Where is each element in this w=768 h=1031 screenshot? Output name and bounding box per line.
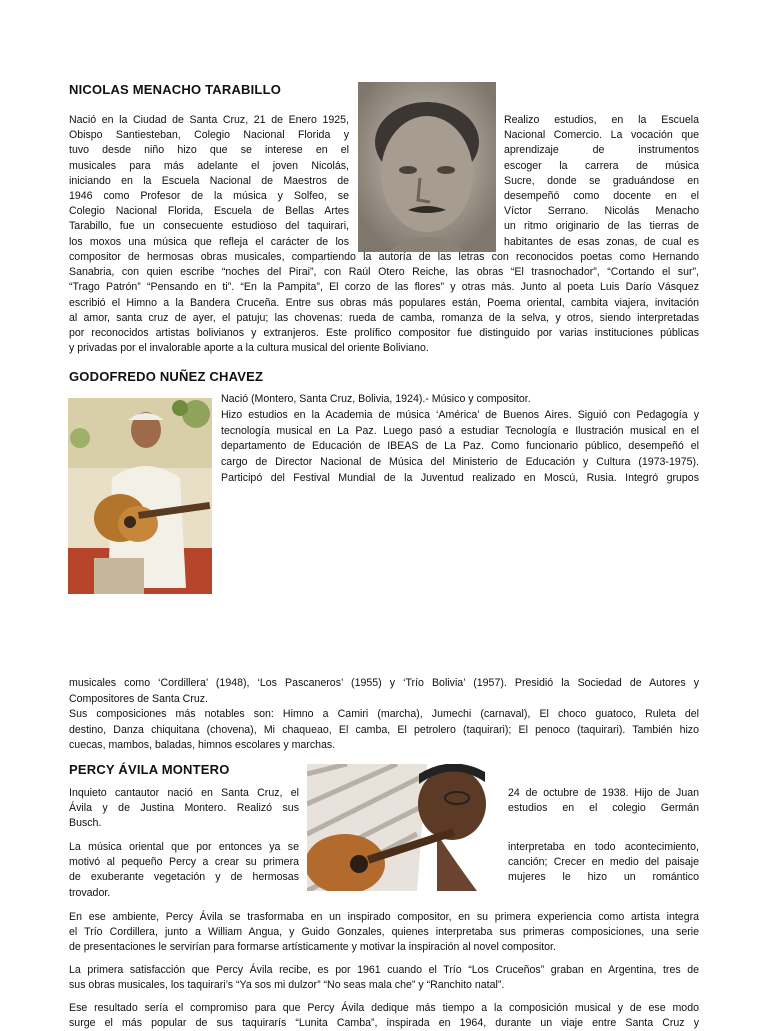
text-line: escribió el Himno a la Bandera Cruceña. Entre sus obras más populares están, Poema oriental, cambita viajera, invitación	[69, 296, 699, 309]
text-line: un ritmo originario de las tierras de	[504, 220, 699, 233]
text-line: Sus composiciones más notables son: Himno a Camiri (marcha), Jumechi (carnaval), El choco guatoco, Ruleta del	[69, 708, 699, 720]
text-line: Nacional Comercio. La vocación que	[504, 129, 699, 142]
text-line: Víctor Serrano. Nicolás Menacho	[504, 205, 699, 218]
text-line: Hizo estudios en la Academia de música ‘América’ de Buenos Aires. Siguió con Pedagogía y	[221, 408, 699, 421]
text-line: y privadas por el invalorable aporte a la cultura musical del oriente Boliviano.	[69, 342, 429, 355]
text-line: los moxos una música que refleja el carácter de los	[69, 235, 349, 248]
text-line: iniciando en la Escuela Nacional de Maestros de	[69, 174, 349, 187]
text-line: 1946 como Profesor de la música y Solfeo, se	[69, 190, 349, 202]
text-line: tuvo desde niño hizo que se interese en el	[69, 144, 349, 157]
text-line: por reconocidos artistas bolivianos y extranjeros. Este prolífico compositor fue distinguido por varias instituciones públicas	[69, 327, 699, 339]
text-line: musicales para más adelante el joven Nicolás,	[69, 159, 349, 172]
text-line: musicales como ‘Cordillera’ (1948), ‘Los Pascaneros’ (1955) y ‘Trío Bolivia’ (1957). Presidió la Sociedad de Autores y	[69, 677, 699, 689]
text-line: Sanabria, con quien escribe “noches del Pirai”, con Raúl Otero Reiche, las obras “El trasnochador”, “Cortando el sur”,	[69, 266, 699, 279]
section-heading-nunez: GODOFREDO NUÑEZ CHAVEZ	[69, 369, 264, 384]
text-line: Nació (Montero, Santa Cruz, Bolivia, 1924).- Músico y compositor.	[221, 393, 531, 405]
text-line: Sucre, donde se graduándose en	[504, 174, 699, 187]
text-line: Compositores de Santa Cruz.	[69, 692, 208, 705]
text-line: Obispo Santiesteban, Colegio Nacional Florida y	[69, 129, 349, 142]
text-line: surge el más popular de sus taquirarís “Lunita Camba”, inspirada en 1964, durante un viaje entre Santa Cruz y	[69, 1017, 699, 1030]
text-line: el Trío Cordillera, junto a William Angua, y Guido Gonzales, quienes interpretaba sus primeras composiciones, una serie	[69, 926, 699, 939]
text-line: “Trago Patrón” “Pensando en ti”. “En la Pampita”, El corzo de las flores” y otras más. Junto al poeta Luis Darío Vásquez	[69, 281, 699, 294]
section-heading-menacho: NICOLAS MENACHO TARABILLO	[69, 82, 282, 97]
text-line: La música oriental que por entonces ya se	[69, 841, 299, 853]
text-line: Nació en la Ciudad de Santa Cruz, 21 de Enero 1925,	[69, 114, 349, 126]
text-line: destino, Danza chiquitana (chovena), Mi chaqueao, El camba, El petrolero (taquirari); El penoco (taquirari). También hizo	[69, 723, 699, 736]
text-line: En ese ambiente, Percy Ávila se trasformaba en un inspirado compositor, en su primera experiencia como artista integra	[69, 911, 699, 923]
photo-avila-guitar	[307, 764, 499, 891]
text-line: cuecas, mambos, baladas, himnos escolares y marchas.	[69, 739, 336, 751]
text-line: Tarabillo, fue un consecuente estudioso del taquirari,	[69, 220, 349, 233]
text-line: trovador.	[69, 886, 111, 899]
text-line: cargo de Director Nacional de Música del Ministerio de Educación y Cultura (1973-1975).	[221, 456, 699, 469]
text-line: desempeñó como docente en el	[504, 190, 699, 202]
text-line: aprendizaje de instrumentos	[504, 144, 699, 157]
section-heading-avila: PERCY ÁVILA MONTERO	[69, 762, 230, 777]
text-line: Ávila y de Justina Montero. Realizó sus	[69, 802, 299, 815]
text-line: motivó al pequeño Percy a crear su primera	[69, 856, 299, 869]
text-line: sus obras musicales, los taquirari’s “Ya sos mi dulzor” “No seas mala che” y “Ranchito natal”.	[69, 979, 505, 992]
text-line: tecnología musical en La Paz. Luego pasó a estudiar Tecnología e Ilustración musical en el	[221, 424, 699, 437]
text-line: Participó del Festival Mundial de la Juventud realizado en Moscú, Rusia. Integró grupos	[221, 472, 699, 484]
text-line: canción; Crecer en medio del paisaje	[508, 856, 699, 869]
text-line: escoger la carrera de música	[504, 159, 699, 172]
photo-nunez-guitar	[68, 398, 212, 594]
text-line: Inquieto cantautor nació en Santa Cruz, el	[69, 787, 299, 799]
text-line: de presentaciones le servirían para formarse artísticamente y motivar la inspiración al novel compositor.	[69, 941, 556, 954]
text-line: interpretaba en todo acontecimiento,	[508, 841, 699, 853]
text-line: 24 de octubre de 1938. Hijo de Juan	[508, 787, 699, 799]
text-line: Realizo estudios, en la Escuela	[504, 114, 699, 126]
text-line: departamento de Educación de IBEAS de La Paz. Como funcionario público, desempeñó el	[221, 440, 699, 453]
text-line: estudios en el colegio Germán	[508, 802, 699, 815]
text-line: La primera satisfacción que Percy Ávila recibe, es por 1961 cuando el Trío “Los Cruceños” graban en Argentina, tres de	[69, 964, 699, 976]
text-line: al amor, santa cruz de ayer, el patuju; las chovenas: rueda de camba, romanza de la selva, y otros, siendo interpretadas	[69, 311, 699, 324]
text-line: compositor de hermosas obras musicales, compartiendo la autoría de las letras con reconocidos poetas como Hernando	[69, 251, 699, 263]
text-line: Busch.	[69, 817, 102, 830]
portrait-photo-menacho	[358, 82, 496, 252]
text-line: Colegio Nacional Florida, Escuela de Bellas Artes	[69, 205, 349, 218]
text-line: de exuberante vegetación y de hermosas	[69, 871, 299, 884]
text-line: mujeres le hizo un romántico	[508, 871, 699, 884]
text-line: Ese resultado sería el compromiso para que Percy Ávila dedique más tiempo a la composición musical y de ese modo	[69, 1002, 699, 1014]
text-line: habitantes de esas zonas, de cual es	[504, 235, 699, 248]
